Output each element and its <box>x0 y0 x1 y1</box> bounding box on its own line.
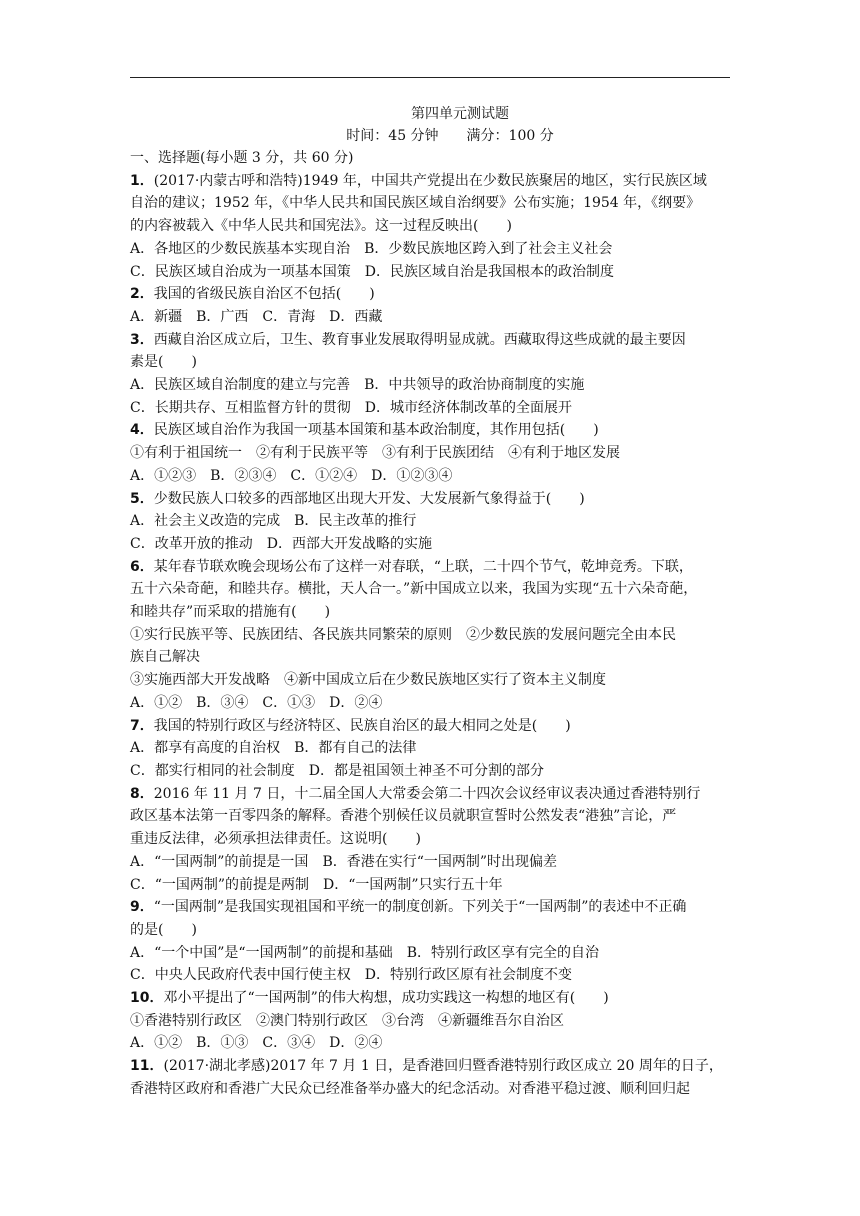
question-number: 6． <box>130 558 154 575</box>
question-number: 5． <box>130 490 154 507</box>
question-7 <box>130 715 730 783</box>
option-row <box>130 261 730 284</box>
question-number: 8． <box>130 785 154 802</box>
answer-option: C．中央人民政府代表中国行使主权 <box>130 967 351 984</box>
statement-item: ②有利于民族平等 <box>256 445 368 462</box>
option-row <box>130 397 730 420</box>
statement-item: ③有利于民族团结 <box>382 445 494 462</box>
time-limit: 时间：45 分钟 <box>346 128 439 144</box>
answer-option: A．①② <box>130 1035 183 1052</box>
question-text: 民族区域自治作为我国一项基本国策和基本政治制度，其作用包括( ) <box>153 422 599 439</box>
question-text: 素是( ) <box>130 354 197 371</box>
question-text-line <box>130 283 730 306</box>
full-score: 满分：100 分 <box>466 128 554 144</box>
answer-option: B．广西 <box>196 308 249 325</box>
question-1 <box>130 170 730 284</box>
answer-option: B．特别行政区享有完全的自治 <box>406 944 600 961</box>
answer-option: C．长期共存、互相监督方针的贯彻 <box>130 399 351 416</box>
question-text-line <box>130 919 730 942</box>
statement-item: ②澳门特别行政区 <box>256 1012 368 1029</box>
question-text-line <box>130 329 730 352</box>
question-text: 西藏自治区成立后，卫生、教育事业发展取得明显成就。西藏取得这些成就的最主要因 <box>153 331 686 348</box>
statement-line: 族自己解决 <box>130 649 200 666</box>
answer-option: D．民族区域自治是我国根本的政治制度 <box>364 263 614 280</box>
question-text-line <box>130 419 730 442</box>
answer-option: B．②③④ <box>210 467 277 484</box>
exam-meta <box>170 125 730 147</box>
answer-option: D．特别行政区原有社会制度不变 <box>364 967 572 984</box>
statement-items <box>130 442 730 465</box>
question-text-line <box>130 601 730 624</box>
question-text: 某年春节联欢晚会现场公布了这样一对春联，“上联，二十四个节气，乾坤竞秀。下联， <box>153 558 693 575</box>
answer-option: D．西藏 <box>329 308 383 325</box>
option-row <box>130 760 730 783</box>
question-text: 五十六朵奇葩，和睦共存。横批，天人合一。”新中国成立以来，我国为实现“五十六朵奇葩， <box>130 581 698 598</box>
question-text-line <box>130 215 730 238</box>
option-row <box>130 533 730 556</box>
answer-option: C．①③ <box>262 694 316 711</box>
question-text-line <box>130 1078 730 1101</box>
answer-option: A．都享有高度的自治权 <box>130 740 281 757</box>
answer-option: C．改革开放的推动 <box>130 535 253 552</box>
question-text: 和睦共存”而采取的措施有( ) <box>130 604 331 621</box>
answer-option: D．②④ <box>329 694 383 711</box>
option-row <box>130 851 730 874</box>
answer-option: A．“一个中国”是“一国两制”的前提和基础 <box>130 944 393 961</box>
question-text: 的是( ) <box>130 921 197 938</box>
statement-items <box>130 1010 730 1033</box>
question-8 <box>130 783 730 897</box>
statement-item: ①香港特别行政区 <box>130 1012 242 1029</box>
question-text: 的内容被载入《中华人民共和国宪法》。这一过程反映出( ) <box>130 218 512 235</box>
option-row <box>130 737 730 760</box>
answer-option: A．各地区的少数民族基本实现自治 <box>130 240 351 257</box>
statement-item: ④新疆维吾尔自治区 <box>438 1012 564 1029</box>
answer-option: A．社会主义改造的完成 <box>130 513 281 530</box>
statement-line: ③实施西部大开发战略 ④新中国成立后在少数民族地区实行了资本主义制度 <box>130 672 606 689</box>
option-row <box>130 1032 730 1055</box>
option-row <box>130 374 730 397</box>
question-9 <box>130 896 730 987</box>
question-number: 4． <box>130 422 154 439</box>
answer-option: A．“一国两制”的前提是一国 <box>130 853 309 870</box>
statement-item: ①有利于祖国统一 <box>130 445 242 462</box>
question-2 <box>130 283 730 328</box>
answer-option: C．都实行相同的社会制度 <box>130 762 295 779</box>
answer-option: D．都是祖国领土神圣不可分割的部分 <box>308 762 544 779</box>
question-text: 重违反法律，必须承担法律责任。这说明( ) <box>130 831 421 848</box>
question-text-line <box>130 987 730 1010</box>
question-text-line <box>130 715 730 738</box>
question-text: 我国的省级民族自治区不包括( ) <box>153 286 375 303</box>
question-text: 邓小平提出了“一国两制”的伟大构想，成功实践这一构想的地区有( ) <box>163 990 609 1007</box>
option-row <box>130 238 730 261</box>
answer-option: A．①②③ <box>130 467 197 484</box>
option-row <box>130 465 730 488</box>
question-text-line <box>130 805 730 828</box>
question-number: 10． <box>130 990 164 1007</box>
question-text-line <box>130 783 730 806</box>
question-text: (2017·湖北孝感)2017 年 7 月 1 日，是香港回归暨香港特别行政区成立 20 周年的日子， <box>163 1058 723 1075</box>
question-text-line <box>130 488 730 511</box>
answer-option: D．“一国两制”只实行五十年 <box>323 876 503 893</box>
page-title: 第四单元测试题 <box>411 106 509 122</box>
answer-option: B．③④ <box>196 694 249 711</box>
answer-option: C．青海 <box>262 308 316 325</box>
answer-option: C．①②④ <box>290 467 358 484</box>
header-rule <box>130 77 730 78</box>
question-text: (2017·内蒙古呼和浩特)1949 年，中国共产党提出在少数民族聚居的地区，实行民族区域 <box>153 172 707 189</box>
answer-option: B．香港在实行“一国两制”时出现偏差 <box>322 853 558 870</box>
answer-option: D．②④ <box>329 1035 383 1052</box>
answer-option: C．“一国两制”的前提是两制 <box>130 876 310 893</box>
question-text-line <box>130 192 730 215</box>
answer-option: A．新疆 <box>130 308 183 325</box>
question-number: 11． <box>130 1058 164 1075</box>
question-number: 3． <box>130 331 154 348</box>
question-3 <box>130 329 730 420</box>
question-text-line <box>130 896 730 919</box>
answer-option: D．城市经济体制改革的全面展开 <box>364 399 572 416</box>
question-6 <box>130 556 730 715</box>
question-text-line <box>130 351 730 374</box>
question-text-line <box>130 170 730 193</box>
option-row <box>130 874 730 897</box>
statement-line: ①实行民族平等、民族团结、各民族共同繁荣的原则 ②少数民族的发展问题完全由本民 <box>130 626 676 643</box>
answer-option: B．都有自己的法律 <box>294 740 417 757</box>
statement-item: ④有利于地区发展 <box>508 445 620 462</box>
answer-option: B．①③ <box>196 1035 249 1052</box>
question-text: 少数民族人口较多的西部地区出现大开发、大发展新气象得益于( ) <box>153 490 585 507</box>
answer-option: B．中共领导的政治协商制度的实施 <box>364 377 585 394</box>
answer-option: B．少数民族地区跨入到了社会主义社会 <box>364 240 613 257</box>
answer-option: A．①② <box>130 694 183 711</box>
question-text-line <box>130 828 730 851</box>
answer-option: D．西部大开发战略的实施 <box>266 535 432 552</box>
question-11 <box>130 1055 730 1100</box>
option-row <box>130 964 730 987</box>
question-number: 7． <box>130 717 154 734</box>
question-text: “一国两制”是我国实现祖国和平统一的制度创新。下列关于“一国两制”的表述中不正确 <box>153 899 687 916</box>
question-text: 我国的特别行政区与经济特区、民族自治区的最大相同之处是( ) <box>153 717 571 734</box>
answer-option: C．民族区域自治成为一项基本国策 <box>130 263 351 280</box>
question-text: 政区基本法第一百零四条的解释。香港个别候任议员就职宣誓时公然发表“港独”言论，严 <box>130 808 677 825</box>
statement-item: ③台湾 <box>382 1012 424 1029</box>
question-list <box>130 170 730 1101</box>
option-row <box>130 692 730 715</box>
question-number: 9． <box>130 899 154 916</box>
option-row <box>130 510 730 533</box>
question-text: 香港特区政府和香港广大民众已经准备举办盛大的纪念活动。对香港平稳过渡、顺利回归起 <box>130 1080 690 1097</box>
question-text-line <box>130 556 730 579</box>
section-heading: 一、选择题(每小题 3 分，共 60 分) <box>130 150 354 166</box>
exam-page <box>130 103 730 1101</box>
question-number: 2． <box>130 286 154 303</box>
question-text: 2016 年 11 月 7 日，十二届全国人大常委会第二十四次会议经审议表决通过香港特别行 <box>153 785 701 802</box>
answer-option: B．民主改革的推行 <box>294 513 417 530</box>
question-text: 自治的建议；1952 年，《中华人民共和国民族区域自治纲要》公布实施；1954 年，《纲要》 <box>130 195 701 212</box>
question-text-line <box>130 1055 730 1078</box>
option-row <box>130 942 730 965</box>
question-number: 1． <box>130 172 154 189</box>
question-5 <box>130 488 730 556</box>
question-text-line <box>130 578 730 601</box>
question-4 <box>130 419 730 487</box>
option-row <box>130 306 730 329</box>
question-10 <box>130 987 730 1055</box>
answer-option: A．民族区域自治制度的建立与完善 <box>130 377 351 394</box>
answer-option: C．③④ <box>262 1035 316 1052</box>
answer-option: D．①②③④ <box>371 467 453 484</box>
